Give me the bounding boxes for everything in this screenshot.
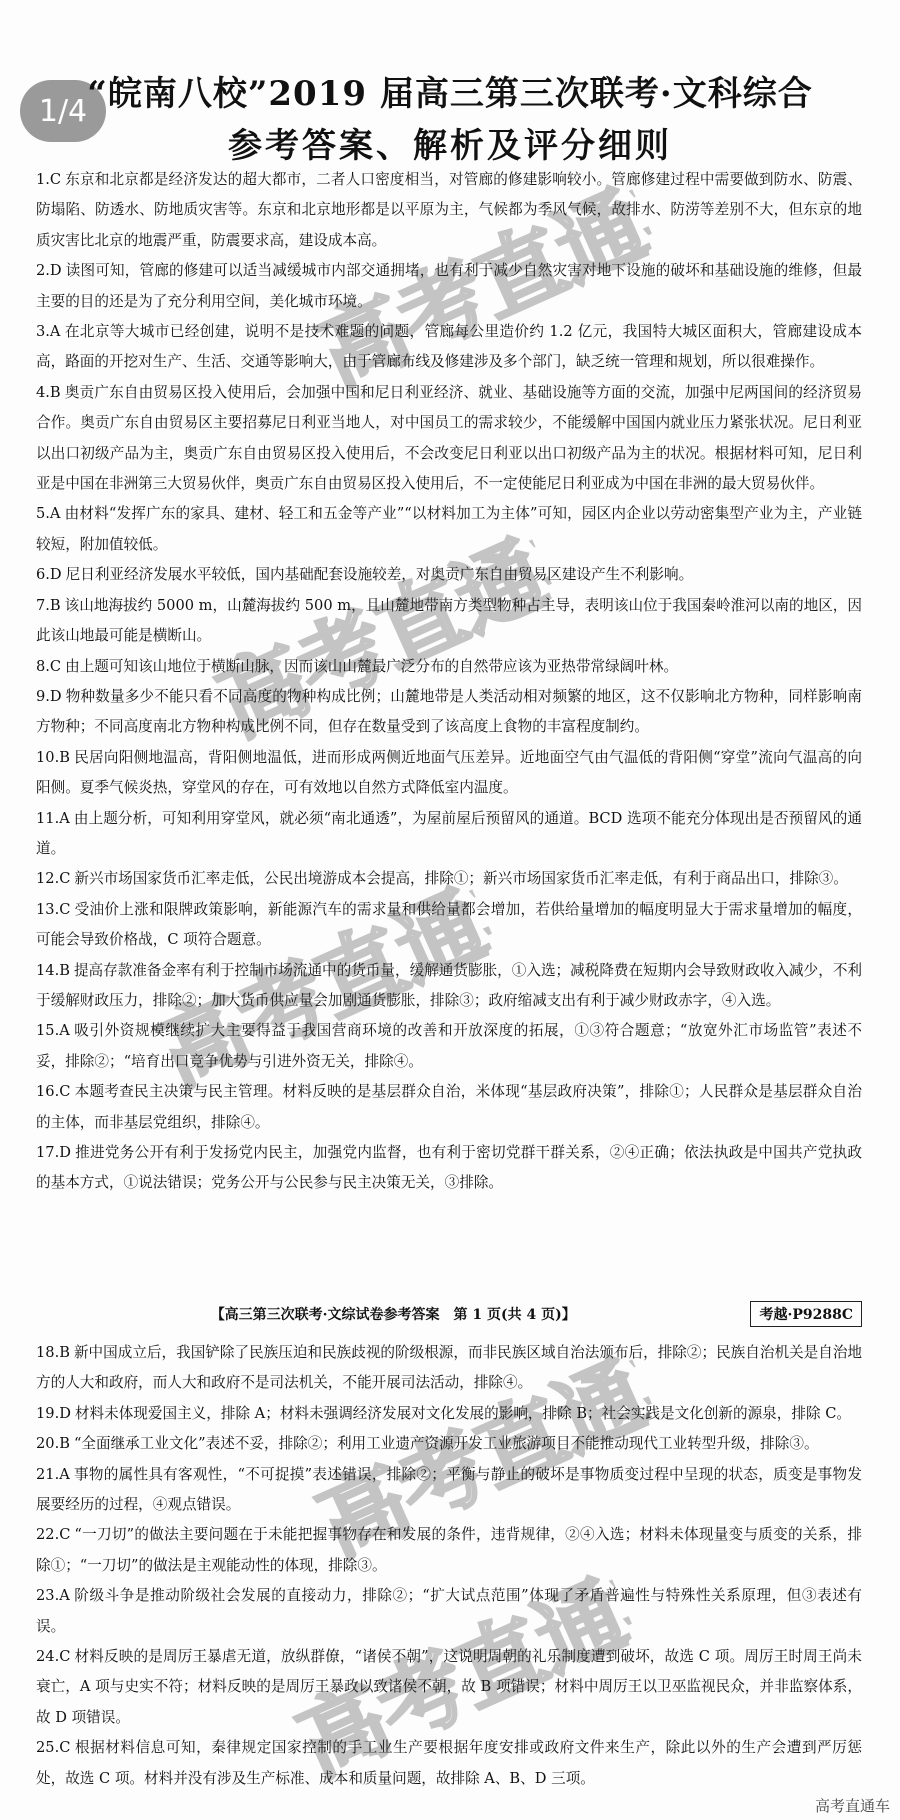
answer-explanation: 由上题分析，可知利用穿堂风，就必须“南北通透”，为屋前屋后预留风的通道。BCD 选项不能充分体现出是否预留风的通道。	[36, 809, 862, 857]
answer-number: 2.D	[36, 262, 62, 280]
answer-item	[36, 1429, 862, 1459]
answer-explanation: 物种数量多少不能只看不同高度的物种构成比例；山麓地带是人类活动相对频繁的地区，这不仅影响北方物种，同样影响南方物种；不同高度南北方物种构成比例不同，但存在数量受到了该高度上食物的丰富程度制约。	[36, 687, 862, 736]
answer-item	[36, 165, 862, 256]
answer-explanation: 事物的属性具有客观性，“不可捉摸”表述错误，排除②；平衡与静止的破坏是事物质变过程中呈现的状态，质变是事物发展要经历的过程，④观点错误。	[36, 1465, 862, 1514]
answer-number: 17.D	[36, 1144, 71, 1161]
answer-item	[36, 864, 862, 894]
document-title: “皖南八校”2019 届高三第三次联考·文科综合	[87, 74, 813, 114]
answer-number: 24.C	[36, 1648, 71, 1666]
answer-number: 5.A	[36, 505, 61, 523]
answer-number: 19.D	[36, 1404, 71, 1422]
corner-logo: 高考直通车	[814, 1797, 890, 1815]
answer-item	[36, 560, 862, 590]
answer-explanation: 尼日利亚经济发展水平较低，国内基础配套设施较差，对奥贡广东自由贸易区建设产生不利影响。	[65, 566, 694, 584]
answer-number: 23.A	[36, 1587, 70, 1605]
answer-item	[36, 682, 862, 743]
page-footer	[36, 1298, 862, 1330]
footer-page-info: 【高三第三次联考·文综试卷参考答案 第 1 页(共 4 页)】	[210, 1307, 576, 1323]
answer-explanation: 根据材料信息可知，秦律规定国家控制的手工业生产要根据年度安排或政府文件来生产，除此以外的生产会遭到严厉惩处，故选 C 项。材料并没有涉及生产标准、成本和质量问题，故排除 A、B、D 三项。	[36, 1739, 862, 1787]
answer-number: 1.C	[36, 171, 62, 188]
answer-explanation: 推进党务公开有利于发扬党内民主，加强党内监督，也有利于密切党群干群关系，②④正确；依法执政是中国共产党执政的基本方式，①说法错误；党务公开与公民参与民主决策无关，③排除。	[36, 1144, 862, 1192]
watermark-text: 高考直通车	[204, 511, 569, 756]
answer-item	[36, 1460, 862, 1521]
answer-number: 15.A	[36, 1022, 70, 1040]
answer-number: 12.C	[36, 870, 71, 888]
answer-item	[36, 1077, 862, 1138]
answer-number: 16.C	[36, 1083, 71, 1101]
answer-explanation: 阶级斗争是推动阶级社会发展的直接动力，排除②；“扩大试点范围”体现了矛盾普遍性与特殊性关系原理，但③表述有误。	[36, 1587, 862, 1635]
page-indicator-badge[interactable]: 1/4	[20, 80, 106, 142]
answer-item	[36, 317, 862, 378]
answer-explanation: 受油价上涨和限牌政策影响，新能源汽车的需求量和供给量都会增加，若供给量增加的幅度明显大于需求量增加的幅度，可能会导致价格战，C 项符合题意。	[36, 900, 862, 949]
answer-number: 9.D	[36, 687, 62, 705]
answer-number: 4.B	[36, 383, 61, 401]
answer-number: 22.C	[36, 1526, 71, 1544]
answer-number: 7.B	[36, 596, 61, 614]
answer-explanation: 吸引外资规模继续扩大主要得益于我国营商环境的改善和开放深度的拓展，①③符合题意；“放宽外汇市场监管”表述不妥，排除②；“培育出口竞争优势与引进外资无关，排除④。	[36, 1022, 862, 1070]
answer-number: 8.C	[36, 657, 62, 675]
watermark-text: 高考直通车	[304, 1331, 669, 1576]
answer-explanation: 奥贡广东自由贸易区投入使用后，会加强中国和尼日利亚经济、就业、基础设施等方面的交流，加强中尼两国间的经济贸易合作。奥贡广东自由贸易区主要招募尼日利亚当地人，对中国员工的需求较少，不能缓解中国国内就业压力紧张状况。尼日利亚以出口初级产品为主，奥贡广东自由贸易区投入使用后，不会改变尼日利亚以出口初级产品为主的状况。根据材料可知，尼日利亚是中国在非洲第三大贸易伙伴，奥贡广东自由贸易区投入使用后，不一定使能尼日利亚成为中国在非洲的最大贸易伙伴。	[36, 383, 862, 493]
answers-section-part2	[36, 1338, 862, 1794]
answer-explanation: “全面继承工业文化”表述不妥，排除②；利用工业遗产资源开发工业旅游项目不能推动现代工业转型升级，排除③。	[73, 1435, 819, 1453]
answer-explanation: 材料反映的是周厉王暴虐无道，放纵群僚，“诸侯不朝”，这说明周朝的礼乐制度遭到破坏，故选 C 项。周厉王时周王尚未衰亡，A 项与史实不符；材料反映的是周厉王暴政以致诸侯不朝，故 B 项错误；材料中周厉王以卫巫监视民众，并非监察体系，故 D 项错误。	[36, 1648, 862, 1726]
answer-number: 20.B	[36, 1435, 70, 1453]
answer-item	[36, 1642, 862, 1733]
answer-number: 3.A	[36, 323, 61, 341]
footer-exam-code: 考越·P9288C	[750, 1301, 862, 1327]
answer-explanation: 材料未体现爱国主义，排除 A；材料未强调经济发展对文化发展的影响，排除 B；社会实践是文化创新的源泉，排除 C。	[74, 1404, 851, 1422]
answer-explanation: 新兴市场国家货币汇率走低，公民出境游成本会提高，排除①；新兴市场国家货币汇率走低，有利于商品出口，排除③。	[74, 870, 848, 888]
answer-number: 18.B	[36, 1344, 70, 1361]
answer-number: 11.A	[36, 809, 70, 827]
answer-explanation: 在北京等大城市已经创建，说明不是技术难题的问题，管廊每公里造价约 1.2 亿元，我国特大城区面积大，管廊建设成本高，路面的开挖对生产、生活、交通等影响大，由于管廊布线及修建涉及多个部门，缺乏统一管理和规划，所以很难操作。	[36, 323, 862, 371]
answer-explanation: “一刀切”的做法主要问题在于未能把握事物存在和发展的条件，违背规律，②④入选；材料未体现量变与质变的关系，排除①；“一刀切”的做法是主观能动性的体现，排除③。	[36, 1526, 862, 1574]
answer-item	[36, 895, 862, 956]
answer-explanation: 新中国成立后，我国铲除了民族压迫和民族歧视的阶级根源，而非民族区域自治法颁布后，排除②；民族自治机关是自治地方的人大和政府，而人大和政府不是司法机关，不能开展司法活动，排除④。	[36, 1344, 863, 1392]
answer-number: 14.B	[36, 961, 70, 979]
answer-explanation: 民居向阳侧地温高，背阳侧地温低，进而形成两侧近地面气压差异。近地面空气由气温低的背阳侧“穿堂”流向气温高的向阳侧。夏季气候炎热，穿堂风的存在，可有效地以自然方式降低室内温度。	[36, 748, 862, 797]
answer-explanation: 东京和北京都是经济发达的超大都市，二者人口密度相当，对管廊的修建影响较小。管廊修建过程中需要做到防水、防震、防塌陷、防透水、防地质灾害等。东京和北京地形都是以平原为主，气候都为季风气候，故排水、防涝等差别不大，但东京的地质灾害比北京的地震严重，防震要求高，建设成本高。	[36, 171, 862, 249]
document-subtitle: 参考答案、解析及评分细则	[228, 126, 672, 166]
answer-item	[36, 743, 862, 804]
answer-item	[36, 256, 862, 317]
answer-number: 6.D	[36, 566, 62, 584]
answer-item	[36, 591, 862, 652]
answer-explanation: 该山地海拔约 5000 m，山麓海拔约 500 m，且山麓地带南方类型物种占主导，表明该山位于我国秦岭淮河以南的地区，因此该山地最可能是横断山。	[36, 596, 862, 645]
answer-number: 25.C	[36, 1739, 71, 1757]
answers-section-part1	[36, 165, 862, 1199]
answer-item	[36, 1138, 862, 1199]
answer-item	[36, 1016, 862, 1077]
answer-item	[36, 956, 862, 1017]
answer-item	[36, 1399, 862, 1429]
answer-item	[36, 378, 862, 500]
answer-item	[36, 804, 862, 865]
watermark-text: 高考直通车	[284, 1551, 649, 1796]
answer-explanation: 提高存款准备金率有利于控制市场流通中的货币量，缓解通货膨胀，①入选；减税降费在短期内会导致财政收入减少，不利于缓解财政压力，排除②；加大货币供应量会加剧通货膨胀，排除③；政府缩减支出有利于减少财政赤字，④入选。	[36, 961, 863, 1009]
watermark-text: 高考直通车	[144, 861, 509, 1106]
answer-item	[36, 499, 862, 560]
answer-number: 13.C	[36, 900, 71, 918]
answer-explanation: 读图可知，管廊的修建可以适当减缓城市内部交通拥堵，也有利于减少自然灾害对地下设施的破坏和基础设施的维修，但最主要的目的还是为了充分利用空间，美化城市环境。	[36, 262, 862, 310]
answer-item	[36, 1733, 862, 1794]
watermark-text: 高考直通车	[304, 161, 669, 406]
answer-explanation: 由材料“发挥广东的家具、建材、轻工和五金等产业”“以材料加工为主体”可知，园区内企业以劳动密集型产业为主，产业链较短，附加值较低。	[36, 505, 862, 553]
answer-number: 10.B	[36, 748, 70, 766]
answer-item	[36, 1581, 862, 1642]
answer-item	[36, 1520, 862, 1581]
answer-explanation: 由上题可知该山地位于横断山脉，因而该山山麓最广泛分布的自然带应该为亚热带常绿阔叶林。	[65, 657, 679, 675]
answer-explanation: 本题考查民主决策与民主管理。材料反映的是基层群众自治，米体现“基层政府决策”，排除①；人民群众是基层群众自治的主体，而非基层党组织，排除④。	[36, 1083, 862, 1131]
answer-item	[36, 1338, 862, 1399]
answer-item	[36, 652, 862, 682]
answer-number: 21.A	[36, 1465, 70, 1483]
